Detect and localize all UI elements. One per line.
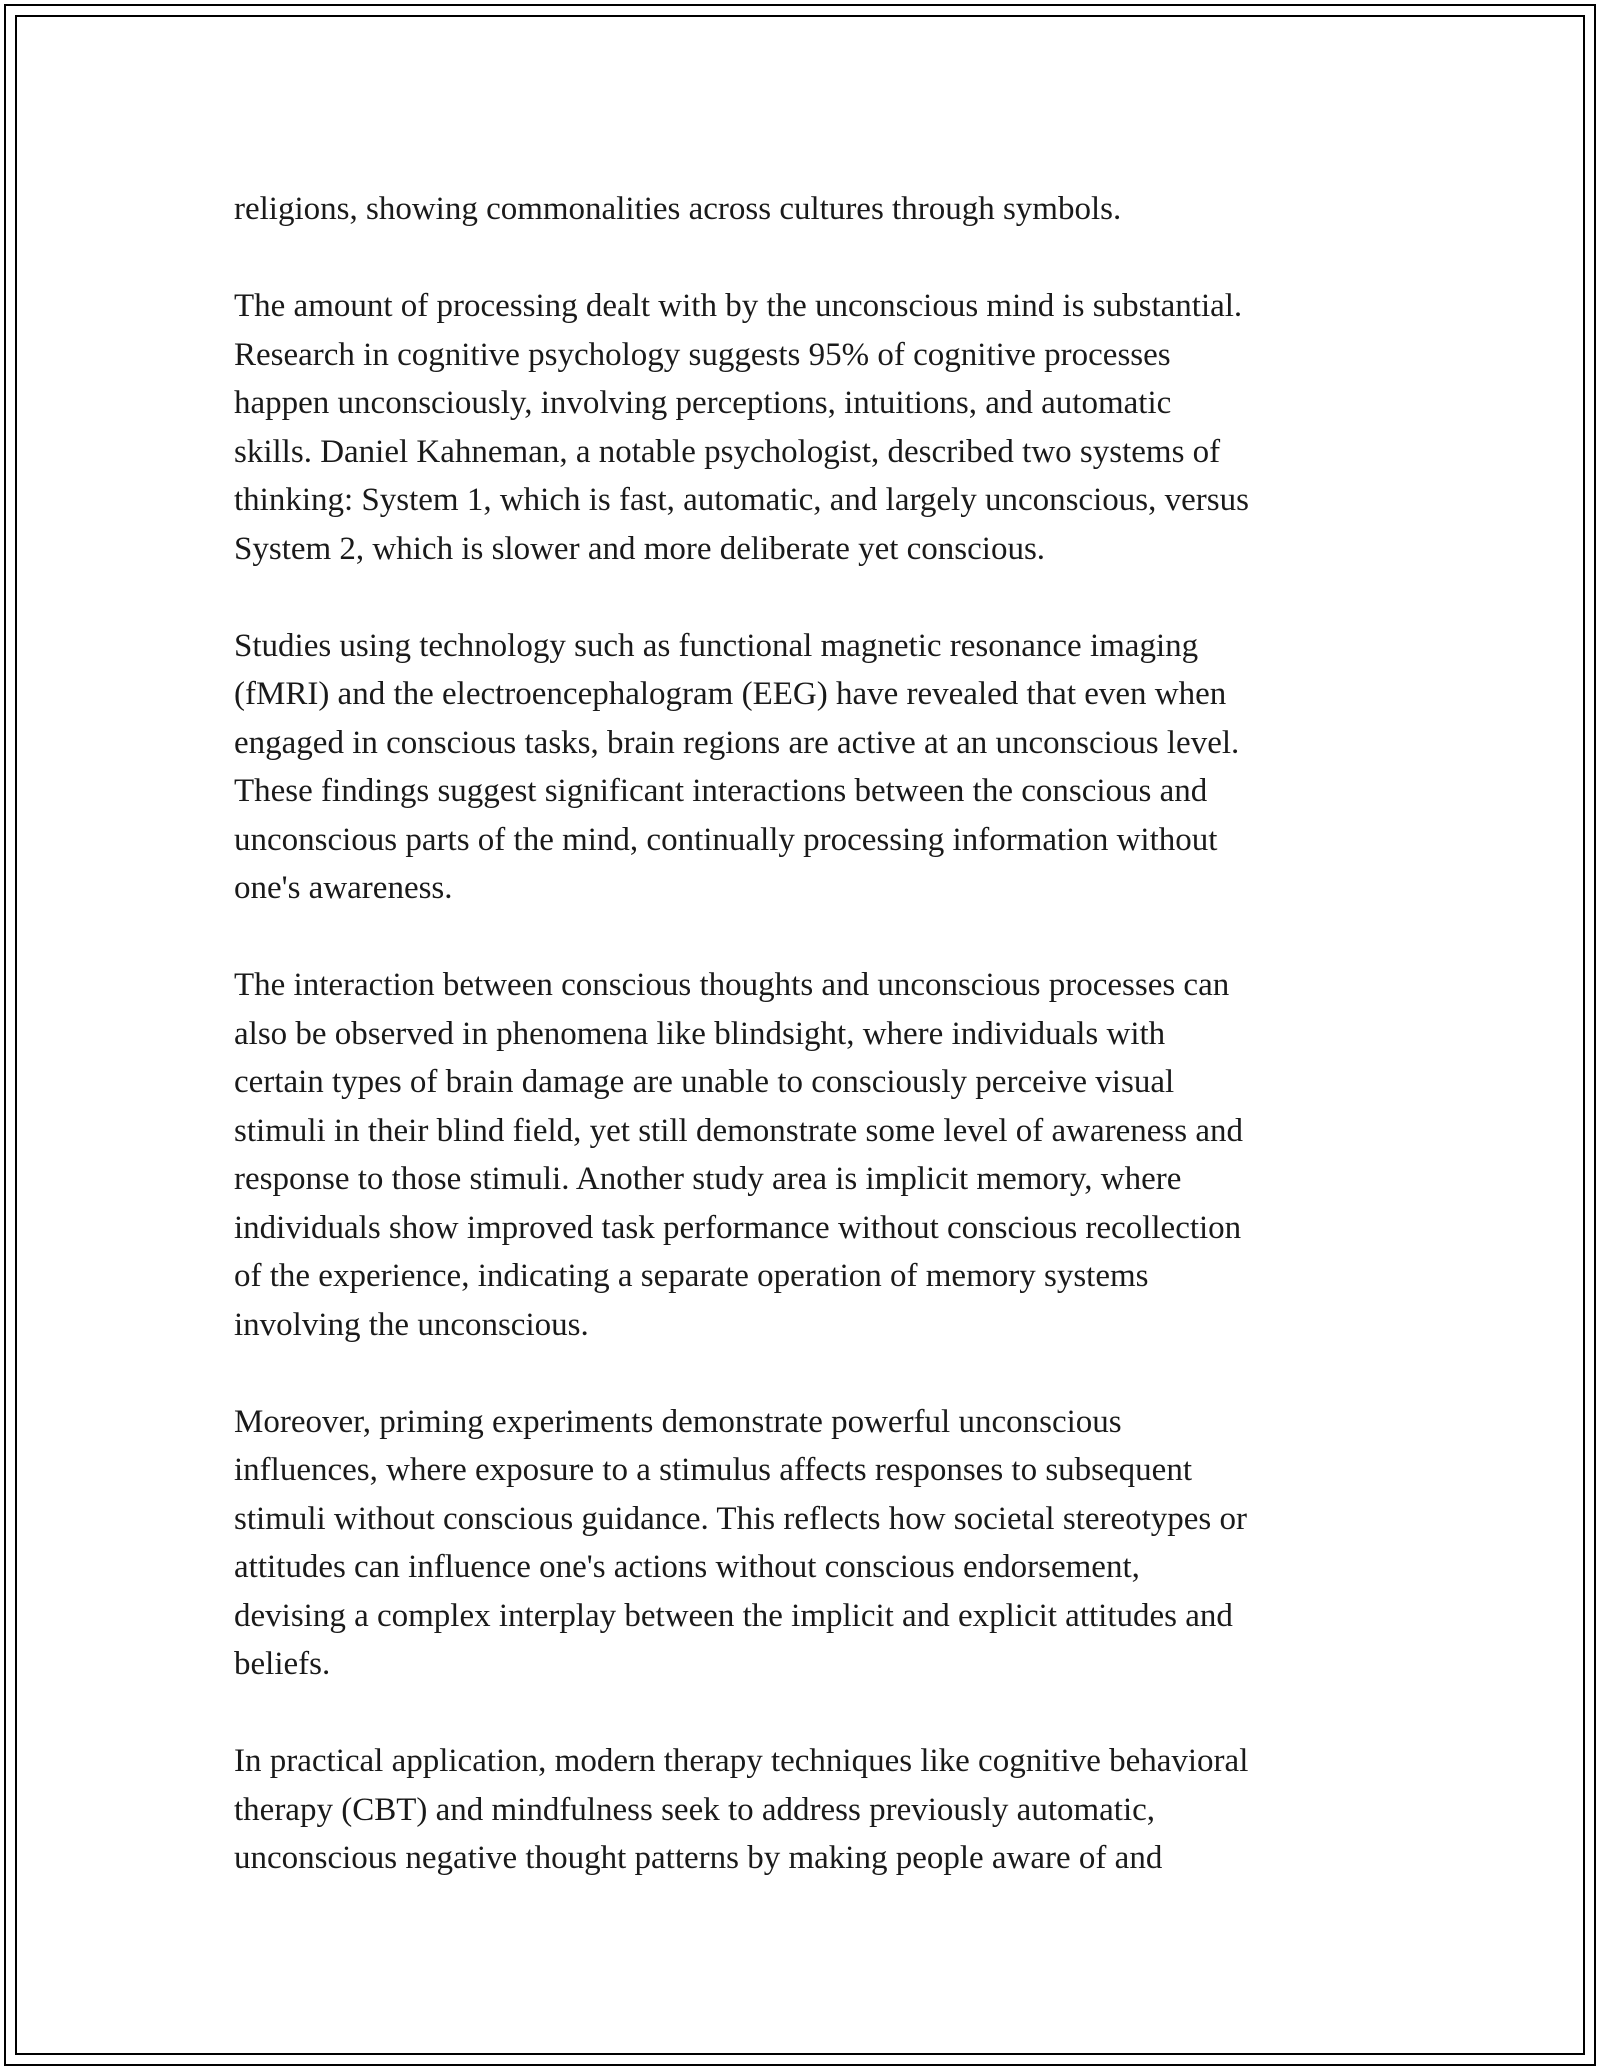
paragraph-6: In practical application, modern therapy techniques like cognitive behavioral therapy (CBT) and mindfulness seek to address previously automatic, unconscious negative thought patterns by making people aware of and bbox=[234, 1743, 1249, 1876]
document-body bbox=[234, 185, 1369, 1931]
paragraph-5: Moreover, priming experiments demonstrate powerful unconscious influences, where exposure to a stimulus affects responses to subsequent stimuli without conscious guidance. This reflects how societal stereotypes or attitudes can influence one's actions without conscious endorsement, devising a complex interplay between the implicit and explicit attitudes and beliefs. bbox=[234, 1403, 1248, 1682]
paragraph-3: Studies using technology such as functional magnetic resonance imaging (fMRI) and the electroencephalogram (EEG) have revealed that even when engaged in conscious tasks, brain regions are active at an unconscious level. These findings suggest significant interactions between the conscious and unconscious parts of the mind, continually processing information without one's awareness. bbox=[234, 627, 1240, 906]
paragraph-1: religions, showing commonalities across cultures through symbols. bbox=[234, 191, 1122, 227]
paragraph-4: The interaction between conscious thoughts and unconscious processes can also be observed in phenomena like blindsight, where individuals with certain types of brain damage are unable to consciously perceive visual stimuli in their blind field, yet still demonstrate some level of awareness and response to those stimuli. Another study area is implicit memory, where individuals show improved task performance without conscious recollection of the experience, indicating a separate operation of memory systems involving the unconscious. bbox=[234, 967, 1244, 1343]
paragraph-2: The amount of processing dealt with by the unconscious mind is substantial. Research in cognitive psychology suggests 95% of cognitive processes happen unconsciously, involving perceptions, intuitions, and automatic skills. Daniel Kahneman, a notable psychologist, described two systems of thinking: System 1, which is fast, automatic, and largely unconscious, versus System 2, which is slower and more deliberate yet conscious. bbox=[234, 288, 1249, 567]
